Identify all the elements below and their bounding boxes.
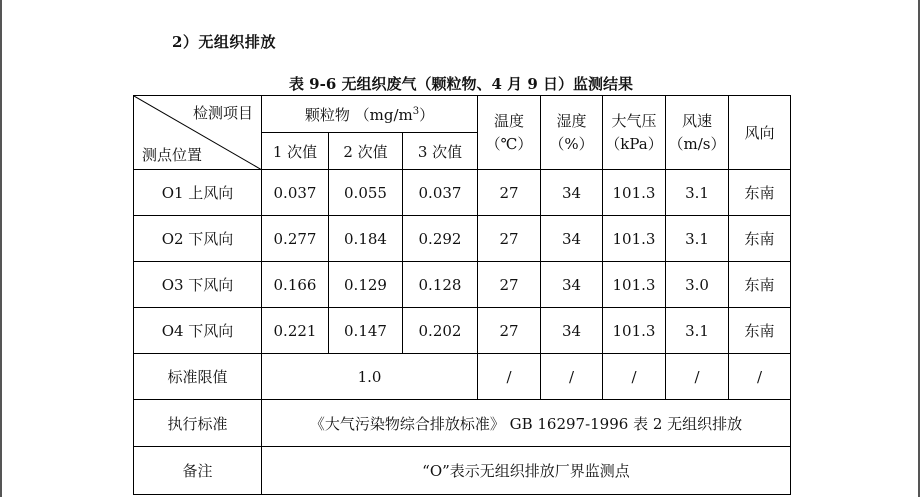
note-row — [134, 447, 791, 495]
header-corner-cell — [134, 96, 262, 170]
row-wind-direction: 东南 — [729, 170, 791, 216]
limit-wind-direction: / — [729, 354, 791, 400]
row-pressure: 101.3 — [603, 262, 666, 308]
header-wind-speed: 风速 （m/s） — [666, 96, 729, 170]
table-row — [134, 170, 791, 216]
table-row — [134, 216, 791, 262]
standard-text: 《大气污染物综合排放标准》 GB 16297-1996 表 2 无组织排放 — [262, 400, 791, 447]
row-temperature: 27 — [478, 216, 541, 262]
row-location: O2 下风向 — [134, 216, 262, 262]
limit-particulate: 1.0 — [262, 354, 478, 400]
row-value-3: 0.128 — [403, 262, 478, 308]
header-pressure: 大气压 （kPa） — [603, 96, 666, 170]
monitoring-results-table — [133, 95, 791, 495]
row-humidity: 34 — [541, 308, 603, 354]
row-humidity: 34 — [541, 216, 603, 262]
row-wind-speed: 3.1 — [666, 170, 729, 216]
limit-row — [134, 354, 791, 400]
header-measure-point: 测点位置 — [142, 146, 203, 164]
row-value-1: 0.166 — [262, 262, 329, 308]
note-label: 备注 — [134, 447, 262, 495]
standard-label: 执行标准 — [134, 400, 262, 447]
limit-humidity: / — [541, 354, 603, 400]
row-value-3: 0.202 — [403, 308, 478, 354]
header-value-1: 1 次值 — [262, 133, 329, 170]
table-row — [134, 262, 791, 308]
row-value-2: 0.055 — [329, 170, 403, 216]
standard-row — [134, 400, 791, 447]
row-wind-speed: 3.1 — [666, 216, 729, 262]
row-value-2: 0.129 — [329, 262, 403, 308]
row-location: O1 上风向 — [134, 170, 262, 216]
note-text: “O”表示无组织排放厂界监测点 — [262, 447, 791, 495]
row-value-1: 0.037 — [262, 170, 329, 216]
row-temperature: 27 — [478, 308, 541, 354]
table-row — [134, 308, 791, 354]
header-particulate: 颗粒物 $(mg/m^3)$ — [262, 96, 478, 133]
row-value-2: 0.147 — [329, 308, 403, 354]
row-value-2: 0.184 — [329, 216, 403, 262]
header-temperature: 温度 （℃） — [478, 96, 541, 170]
header-wind-direction: 风向 — [729, 96, 791, 170]
header-value-3: 3 次值 — [403, 133, 478, 170]
row-temperature: 27 — [478, 262, 541, 308]
header-humidity: 湿度 （%） — [541, 96, 603, 170]
row-temperature: 27 — [478, 170, 541, 216]
row-location: O3 下风向 — [134, 262, 262, 308]
row-pressure: 101.3 — [603, 170, 666, 216]
row-pressure: 101.3 — [603, 216, 666, 262]
row-location: O4 下风向 — [134, 308, 262, 354]
table-caption: 表 9-6 无组织废气（颗粒物、4 月 9 日）监测结果 — [288, 75, 634, 93]
row-wind-direction: 东南 — [729, 308, 791, 354]
row-value-1: 0.277 — [262, 216, 329, 262]
section-heading: 2）无组织排放 — [172, 33, 276, 51]
row-humidity: 34 — [541, 262, 603, 308]
row-wind-direction: 东南 — [729, 216, 791, 262]
header-value-2: 2 次值 — [329, 133, 403, 170]
row-wind-direction: 东南 — [729, 262, 791, 308]
row-wind-speed: 3.1 — [666, 308, 729, 354]
row-pressure: 101.3 — [603, 308, 666, 354]
header-detection-item: 检测项目 — [192, 104, 253, 122]
limit-temperature: / — [478, 354, 541, 400]
row-humidity: 34 — [541, 170, 603, 216]
limit-wind-speed: / — [666, 354, 729, 400]
limit-pressure: / — [603, 354, 666, 400]
row-value-3: 0.037 — [403, 170, 478, 216]
row-value-1: 0.221 — [262, 308, 329, 354]
row-wind-speed: 3.0 — [666, 262, 729, 308]
limit-label: 标准限值 — [134, 354, 262, 400]
row-value-3: 0.292 — [403, 216, 478, 262]
